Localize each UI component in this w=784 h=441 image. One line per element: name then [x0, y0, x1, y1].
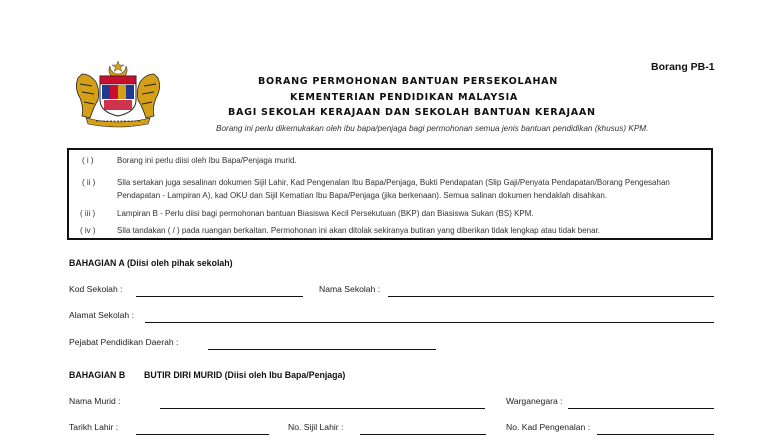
form-title: BORANG PERMOHONAN BANTUAN PERSEKOLAHAN	[258, 76, 559, 87]
note-text: Sila tandakan ( / ) pada ruangan berkaitan. Permohonan ini akan ditolak sekiranya butiran yang diberikan tidak lengkap atau tidak benar.	[117, 226, 600, 235]
school-address-label: Alamat Sekolah :	[69, 310, 134, 320]
student-name-field[interactable]	[160, 408, 485, 409]
note-text: Lampiran B - Perlu diisi bagi permohonan bantuan Biasiswa Kecil Persekutuan (BKP) dan Biasiswa Sukan (BS) KPM.	[117, 209, 534, 218]
form-subtitle: Borang ini perlu dikemukakan oleh ibu bapa/penjaga bagi permohonan semua jenis bantuan pendidikan (khusus) KPM.	[216, 124, 649, 133]
student-name-label: Nama Murid :	[69, 396, 121, 406]
coat-of-arms-logo	[72, 60, 164, 128]
ministry-title: KEMENTERIAN PENDIDIKAN MALAYSIA	[290, 92, 519, 103]
note-number: ( iii )	[80, 209, 96, 218]
section-a-heading: BAHAGIAN A (Diisi oleh pihak sekolah)	[69, 258, 233, 268]
note-number: ( i )	[82, 156, 94, 165]
instructions-box	[67, 148, 713, 240]
section-b-heading: BAHAGIAN B	[69, 370, 126, 380]
birth-cert-label: No. Sijil Lahir :	[288, 422, 344, 432]
school-type-title: BAGI SEKOLAH KERAJAAN DAN SEKOLAH BANTUAN KERAJAAN	[228, 107, 596, 118]
form-code: Borang PB-1	[651, 61, 715, 73]
district-office-field[interactable]	[208, 349, 436, 350]
ic-number-label: No. Kad Pengenalan :	[506, 422, 591, 432]
school-address-field[interactable]	[145, 322, 714, 323]
note-text: Sila sertakan juga sesalinan dokumen Sijil Lahir, Kad Pengenalan Ibu Bapa/Penjaga, Bukti Pendapatan (Slip Gaji/Penyata Pendapatan/Borang Pengesahan	[117, 178, 670, 187]
birth-date-field[interactable]	[136, 434, 269, 435]
district-office-label: Pejabat Pendidikan Daerah :	[69, 337, 179, 347]
school-name-field[interactable]	[388, 296, 714, 297]
note-number: ( ii )	[82, 178, 96, 187]
ic-number-field[interactable]	[597, 434, 714, 435]
school-code-field[interactable]	[136, 296, 303, 297]
note-text: Pendapatan - Lampiran A), kad OKU dan Sijil Kematian Ibu Bapa/Penjaga (jika berkenaan). Semua salinan dokumen hendaklah disahkan.	[117, 191, 608, 200]
section-b-title: BUTIR DIRI MURID (Diisi oleh Ibu Bapa/Penjaga)	[144, 370, 346, 380]
nationality-label: Warganegara :	[506, 396, 563, 406]
note-number: ( iv )	[80, 226, 96, 235]
birth-date-label: Tarikh Lahir :	[69, 422, 119, 432]
note-text: Borang ini perlu diisi oleh Ibu Bapa/Penjaga murid.	[117, 156, 297, 165]
school-code-label: Kod Sekolah :	[69, 284, 123, 294]
nationality-field[interactable]	[568, 408, 714, 409]
school-name-label: Nama Sekolah :	[319, 284, 381, 294]
birth-cert-field[interactable]	[360, 434, 486, 435]
